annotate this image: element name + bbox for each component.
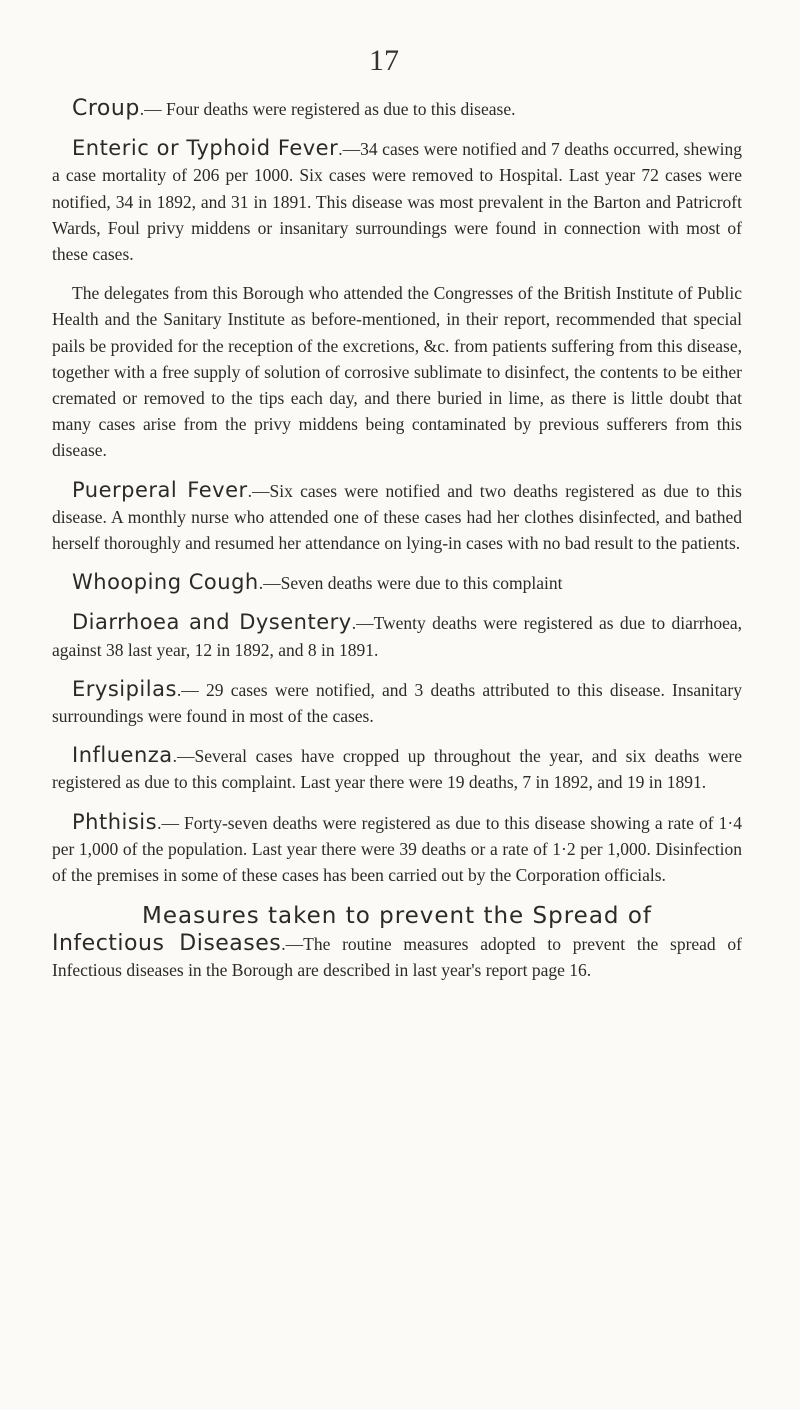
- section-heading: Croup: [72, 96, 140, 121]
- section-body: .—34 cases were notified and 7 deaths occurred, shewing a case mortality of 206 per 1000. Six cases were removed to Hospital. Last year 72 cases were notified, 34 in 1892, and 31 in 1891. This disease was most prevalent in the Barton and Patricroft Wards, Foul privy middens or insanitary surroundings were found in connection with most of these cases.: [52, 139, 742, 265]
- section-croup: [52, 96, 742, 122]
- section-heading: Diarrhoea and Dysentery: [72, 610, 352, 635]
- section-body: .—Seven deaths were due to this complaint: [258, 573, 563, 594]
- section-whooping-cough: [52, 569, 742, 596]
- section-heading: Erysipilas: [72, 676, 177, 701]
- section-erysipilas: [52, 676, 742, 729]
- section-heading: Puerperal Fever: [72, 477, 248, 502]
- section-body: The delegates from this Borough who attended the Congresses of the British Institute of Public Health and the Sanitary Institute as before-mentioned, in their report, recommended that special pails be provided for the reception of the excretions, &c. from patients suffering from this disease, together with a free supply of solution of corrosive sublimate to disinfect, the contents to be either cremated or removed to the tips each day, and there buried in lime, as there is little doubt that many cases arise from the privy middens being contaminated by previous sufferers from this disease.: [52, 283, 742, 461]
- section-body: .—Several cases have cropped up throughout the year, and six deaths were registered as due to this complaint. Last year there were 19 deaths, 7 in 1892, and 19 in 1891.: [52, 746, 742, 793]
- measures-title: Measures taken to prevent the Spread of: [142, 903, 652, 930]
- section-delegates: [52, 280, 742, 463]
- page-content: [52, 96, 742, 997]
- section-body: .— Four deaths were registered as due to this disease.: [139, 99, 516, 119]
- section-diarrhoea: [52, 609, 742, 662]
- section-measures: [52, 931, 742, 983]
- section-body: .—Twenty deaths were registered as due to diarrhoea, against 38 last year, 12 in 1892, and 8 in 1891.: [52, 613, 742, 660]
- section-puerperal: [52, 477, 742, 557]
- section-heading: Enteric or Typhoid Fever: [72, 136, 339, 161]
- section-phthisis: [52, 809, 742, 889]
- section-heading: Infectious Diseases: [52, 931, 282, 957]
- section-body: .— Forty-seven deaths were registered as due to this disease showing a rate of 1·4 per 1,000 of the population. Last year there were 39 deaths or a rate of 1·2 per 1,000. Disinfection of the premises in some of these cases has been carried out by the Corporation officials.: [52, 812, 742, 886]
- section-heading: Influenza: [72, 743, 173, 768]
- section-heading: Phthisis: [72, 809, 158, 834]
- section-body: .— 29 cases were notified, and 3 deaths attributed to this disease. Insanitary surroundings were found in most of the cases.: [52, 679, 742, 727]
- section-influenza: [52, 742, 742, 795]
- section-body: .—The routine measures adopted to prevent the spread of Infectious diseases in the Borough are described in last year's report page 16.: [52, 934, 742, 981]
- section-enteric: [52, 135, 742, 267]
- section-heading: Whooping Cough: [72, 570, 259, 595]
- page-number: 17: [369, 44, 399, 77]
- section-body: .—Six cases were notified and two deaths registered as due to this disease. A monthly nurse who attended one of these cases had her clothes disinfected, and bathed herself thoroughly and resumed her attendance on lying-in cases with no bad result to the patients.: [52, 480, 742, 554]
